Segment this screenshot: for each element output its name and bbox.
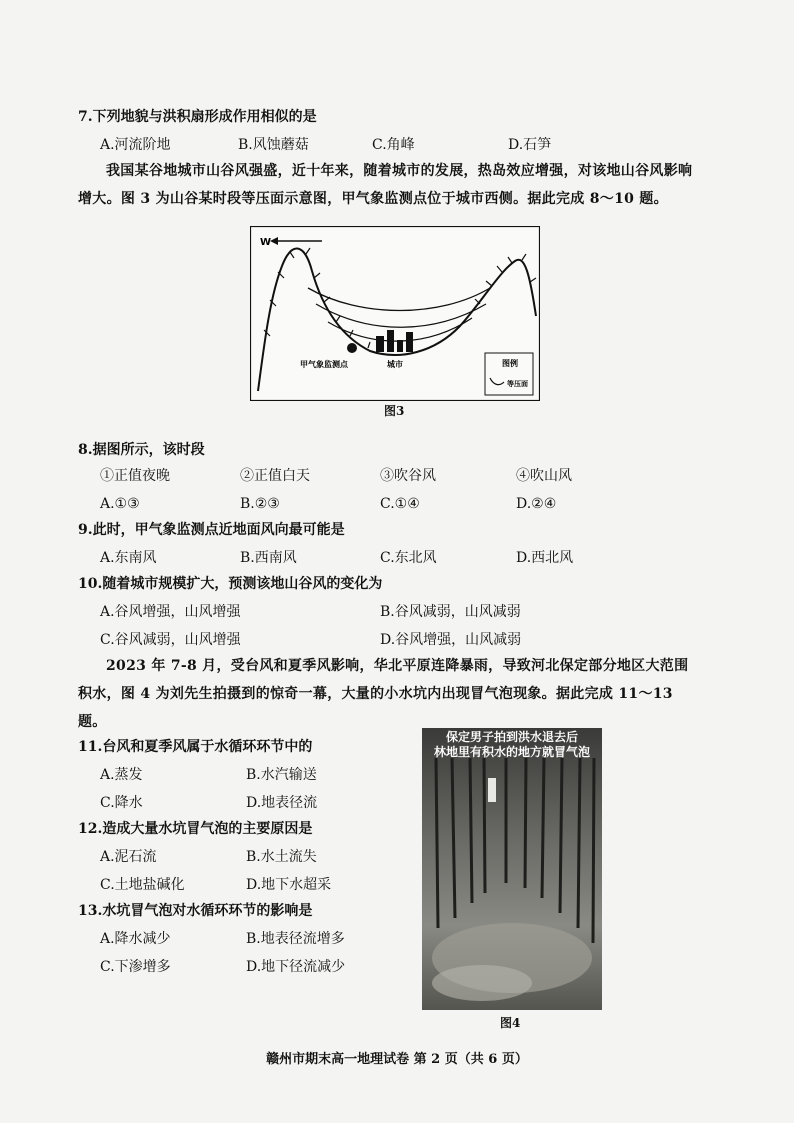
- q8-item-2: ②正值白天: [240, 468, 310, 484]
- q10-option-a: A.谷风增强，山风增强: [100, 604, 241, 620]
- figure4-caption: 图4: [500, 1016, 521, 1030]
- q8-item-4: ④吹山风: [516, 468, 572, 484]
- intro-11-13: 2023 年 7-8 月，受台风和夏季风影响，华北平原连降暴雨，导致河北保定部分地区大范围积水，图 4 为刘先生拍摄到的惊奇一幕，大量的小水坑内出现冒气泡现象。据此完成 11～13 题。: [78, 658, 689, 730]
- q9-option-b: B.西南风: [240, 550, 297, 566]
- photo-overlay-line2: 林地里有积水的地方就冒气泡: [433, 745, 590, 759]
- q8-option-a: A.①③: [100, 496, 140, 512]
- q8-option-d: D.②④: [516, 496, 557, 512]
- city-label: 城市: [387, 359, 403, 369]
- q9-stem: 9.此时，甲气象监测点近地面风向最可能是: [78, 522, 345, 538]
- q8-item-3: ③吹谷风: [380, 468, 436, 484]
- q9-option-c: C.东北风: [380, 550, 437, 566]
- q10-option-c: C.谷风减弱，山风增强: [100, 632, 241, 648]
- q13-option-b: B.地表径流增多: [246, 931, 345, 947]
- q7-option-a: A.河流阶地: [100, 137, 171, 153]
- direction-label: W: [260, 237, 272, 248]
- q8-item-1: ①正值夜晚: [100, 468, 170, 484]
- q12-option-a: A.泥石流: [100, 849, 157, 865]
- q11-option-c: C.降水: [100, 795, 143, 811]
- q12-option-c: C.土地盐碱化: [100, 877, 185, 893]
- q10-stem: 10.随着城市规模扩大，预测该地山谷风的变化为: [78, 576, 383, 592]
- legend-item: 等压面: [507, 379, 528, 388]
- q13-option-c: C.下渗增多: [100, 959, 171, 975]
- bubbling-puddle: [432, 965, 532, 1001]
- q7-option-b: B.风蚀蘑菇: [238, 137, 309, 153]
- figure4-photo: [422, 728, 602, 1010]
- city-building-2: [387, 330, 394, 352]
- photo-overlay-line1: 保定男子拍到洪水退去后: [445, 730, 578, 744]
- q7-option-c: C.角峰: [372, 137, 415, 153]
- q12-stem: 12.造成大量水坑冒气泡的主要原因是: [78, 821, 313, 837]
- tree-trunks: [436, 758, 594, 943]
- q11-option-b: B.水汽输送: [246, 767, 317, 783]
- forest-scene: [422, 728, 602, 1010]
- q10-option-b: B.谷风减弱，山风减弱: [380, 604, 521, 620]
- q7-option-d: D.石笋: [508, 137, 552, 153]
- q11-option-a: A.蒸发: [100, 767, 143, 783]
- city-building-1: [376, 336, 384, 352]
- station-marker: [347, 343, 357, 353]
- person-figure: [488, 778, 496, 802]
- q12-option-b: B.水土流失: [246, 849, 317, 865]
- q13-stem: 13.水坑冒气泡对水循环环节的影响是: [78, 903, 313, 919]
- q11-option-d: D.地表径流: [246, 795, 318, 811]
- legend-title: 图例: [502, 358, 518, 368]
- q13-option-a: A.降水减少: [100, 931, 171, 947]
- page-footer: 赣州市期末高一地理试卷 第 2 页（共 6 页）: [266, 1052, 528, 1067]
- q8-stem: 8.据图所示，该时段: [78, 442, 205, 458]
- q11-stem: 11.台风和夏季风属于水循环环节中的: [78, 739, 313, 755]
- q8-option-b: B.②③: [240, 496, 280, 512]
- station-label: 甲气象监测点: [300, 359, 348, 369]
- figure3-caption: 图3: [384, 404, 405, 418]
- city-building-4: [406, 332, 413, 352]
- q12-option-d: D.地下水超采: [246, 877, 332, 893]
- q10-option-d: D.谷风增强，山风减弱: [380, 632, 522, 648]
- q9-option-d: D.西北风: [516, 550, 574, 566]
- intro-8-10: 我国某谷地城市山谷风强盛，近十年来，随着城市的发展，热岛效应增强，对该地山谷风影响增大。图 3 为山谷某时段等压面示意图，甲气象监测点位于城市西侧。据此完成 8～10 题。: [78, 163, 693, 207]
- q8-option-c: C.①④: [380, 496, 420, 512]
- q7-stem: 7.下列地貌与洪积扇形成作用相似的是: [78, 109, 317, 125]
- city-building-3: [397, 340, 403, 352]
- q13-option-d: D.地下径流减少: [246, 959, 346, 975]
- q9-option-a: A.东南风: [100, 550, 157, 566]
- figure3-diagram: [250, 226, 540, 401]
